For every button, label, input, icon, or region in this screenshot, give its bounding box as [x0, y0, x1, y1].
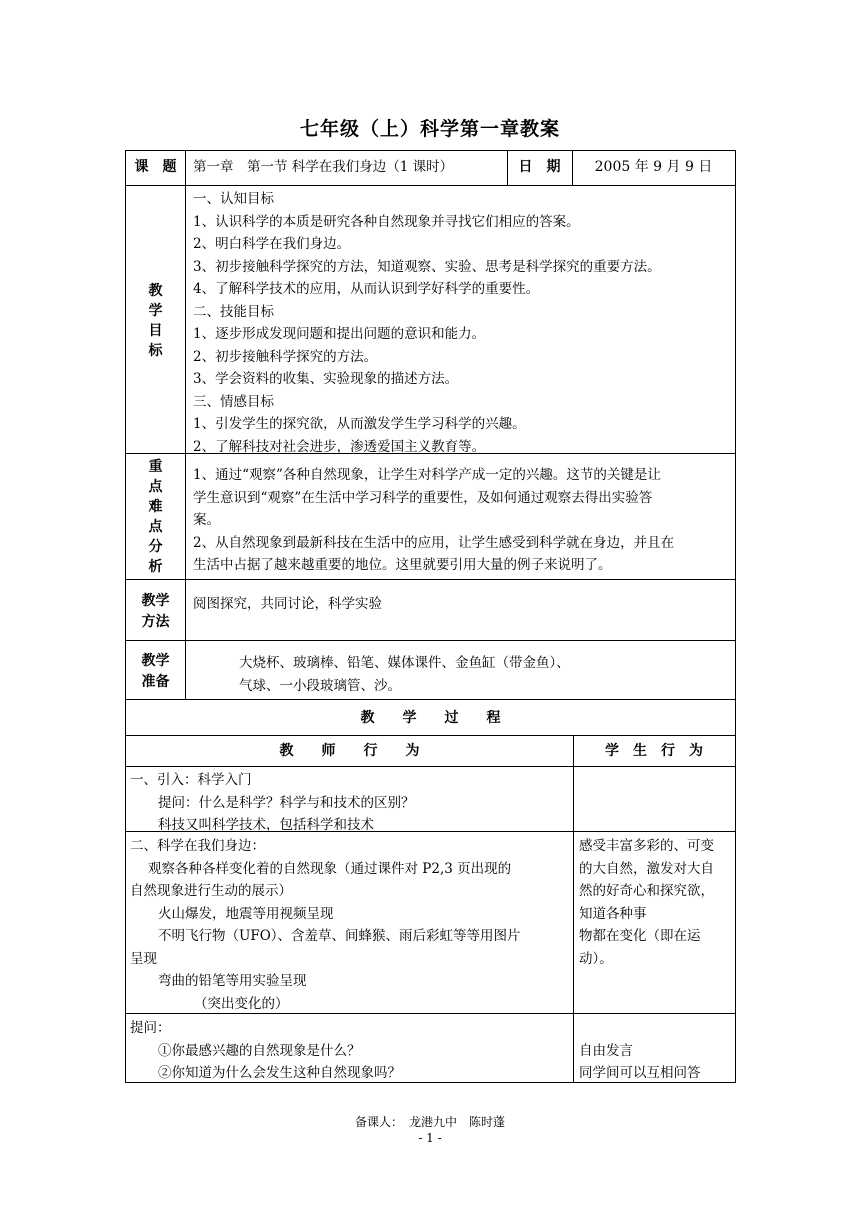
objectives-content: [193, 188, 733, 458]
teacher-cell-questions: [130, 1017, 570, 1085]
teacher-header: 教 师 行 为: [279, 743, 420, 759]
student-line: 知道各种事: [579, 905, 647, 922]
objective-line: 1、引发学生的探究欲，从而激发学生学习科学的兴趣。: [193, 416, 526, 432]
preparation-line: 气球、一小段玻璃管、沙。: [239, 677, 401, 694]
teacher-line: 提问：: [130, 1020, 171, 1036]
label-line: 准备: [141, 674, 170, 690]
row-divider: [126, 699, 735, 700]
teacher-cell-around-us: [130, 835, 571, 1015]
student-header: 学 生 行 为: [605, 743, 703, 759]
student-line: [579, 1017, 735, 1040]
teacher-line: 呈现: [130, 950, 157, 967]
col-divider: [185, 151, 186, 699]
student-line: 的大自然，激发对大自: [579, 860, 714, 877]
key-points-label: [126, 457, 185, 577]
student-cell-around-us: [579, 835, 735, 970]
objective-line: 二、技能目标: [193, 303, 274, 320]
objective-line: 1、逐步形成发现问题和提出问题的意识和能力。: [193, 326, 486, 342]
teacher-line: 提问：什么是科学？科学与和技术的区别？: [158, 794, 415, 811]
preparer-footer: 备课人： 龙港九中 陈时蓬: [354, 1115, 505, 1129]
student-line: 动）。: [579, 950, 613, 967]
objective-line: 三、情感目标: [193, 393, 274, 410]
preparation-label: [126, 651, 185, 693]
row-divider: [126, 185, 735, 186]
method-label: [126, 591, 185, 633]
label-line: 教学: [141, 653, 170, 669]
student-line: 然的好奇心和探究欲，: [579, 883, 714, 899]
label-line: 教学: [141, 593, 170, 609]
teacher-line: 火山爆发，地震等用视频呈现: [158, 905, 334, 922]
teacher-line: 二、科学在我们身边：: [130, 838, 265, 854]
method-value: 阅图探究，共同讨论，科学实验: [193, 596, 382, 612]
objective-line: 2、了解科技对社会进步，渗透爱国主义教育等。: [193, 438, 486, 455]
teacher-line: （突出变化的）: [194, 995, 289, 1012]
preparation-line: 大烧杯、玻璃棒、铅笔、媒体课件、金鱼缸（带金鱼）、: [239, 655, 570, 671]
objective-line: 一、认知目标: [193, 191, 274, 207]
key-point-line: 1、通过“观察”各种自然现象，让学生对科学产成一定的兴趣。这节的关键是让: [193, 467, 661, 483]
key-point-line: 学生意识到“观察”在生活中学习科学的重要性，及如何通过观察去得出实验答: [193, 489, 653, 506]
label-char: 难: [148, 499, 163, 515]
page-number: - 1 -: [418, 1131, 442, 1145]
teacher-cell-intro: [130, 769, 570, 837]
student-cell-questions: [579, 1017, 735, 1085]
teacher-line: 科技又叫科学技术，包括科学和技术: [158, 817, 374, 833]
row-divider: [126, 640, 735, 641]
teacher-line: ①你最感兴趣的自然现象是什么？: [158, 1042, 361, 1059]
label-char: 标: [148, 343, 163, 359]
date-label: 日 期: [518, 159, 561, 175]
teacher-line: 观察各种各样变化着的自然现象（通过课件对 P2,3 页出现的: [148, 860, 512, 877]
lesson-plan-table: [125, 150, 736, 1083]
objective-line: 3、学会资料的收集、实验现象的描述方法。: [193, 371, 459, 387]
label-line: 方法: [141, 614, 170, 630]
key-point-line: 生活中占据了越来越重要的地位。这里就要引用大量的例子来说明了。: [193, 557, 612, 573]
teacher-line: 不明飞行物（UFO）、含羞草、间蜂猴、雨后彩虹等等用图片: [158, 928, 521, 944]
objective-line: 4、了解科学技术的应用，从而认识到学好科学的重要性。: [193, 281, 540, 297]
objective-line: 2、明白科学在我们身边。: [193, 236, 351, 252]
document-title: 七年级（上）科学第一章教案: [299, 118, 560, 140]
label-char: 学: [148, 303, 163, 319]
key-point-line: 案。: [193, 512, 220, 528]
topic-value: 第一章 第一节 科学在我们身边（1 课时）: [193, 159, 454, 175]
student-line: 同学间可以互相问答: [579, 1065, 701, 1081]
preparation-content: [239, 652, 733, 697]
objective-line: 1、认识科学的本质是研究各种自然现象并寻找它们相应的答案。: [193, 213, 580, 230]
teacher-line: 自然现象进行生动的展示）: [130, 883, 292, 899]
process-header: 教 学 过 程: [360, 710, 501, 726]
teacher-line: 一、引入：科学入门: [130, 772, 252, 788]
objective-line: 3、初步接触科学探究的方法，知道观察、实验、思考是科学探究的重要方法。: [193, 258, 661, 275]
label-char: 点: [148, 519, 163, 535]
student-line: 物都在变化（即在运: [579, 928, 701, 944]
label-char: 教: [148, 283, 163, 299]
objective-line: 2、初步接触科学探究的方法。: [193, 348, 378, 365]
objectives-label: [126, 281, 185, 361]
key-points-content: [193, 464, 733, 577]
row-divider: [126, 766, 735, 767]
row-divider: [126, 579, 735, 580]
key-point-line: 2、从自然现象到最新科技在生活中的应用，让学生感受到科学就在身边，并且在: [193, 534, 675, 551]
row-divider: [126, 735, 735, 736]
student-line: 自由发言: [579, 1042, 633, 1059]
col-divider: [573, 735, 574, 1082]
topic-label: 课 题: [134, 159, 177, 175]
label-char: 析: [148, 559, 163, 575]
student-line: 感受丰富多彩的、可变: [579, 838, 714, 854]
label-char: 点: [148, 479, 163, 495]
date-value: 2005 年 9 月 9 日: [594, 159, 713, 175]
teacher-line: 弯曲的铅笔等用实验呈现: [158, 973, 307, 989]
label-char: 目: [148, 323, 163, 339]
label-char: 分: [148, 539, 163, 555]
teacher-line: ②你知道为什么会发生这种自然现象吗？: [158, 1065, 401, 1081]
label-char: 重: [148, 459, 163, 475]
